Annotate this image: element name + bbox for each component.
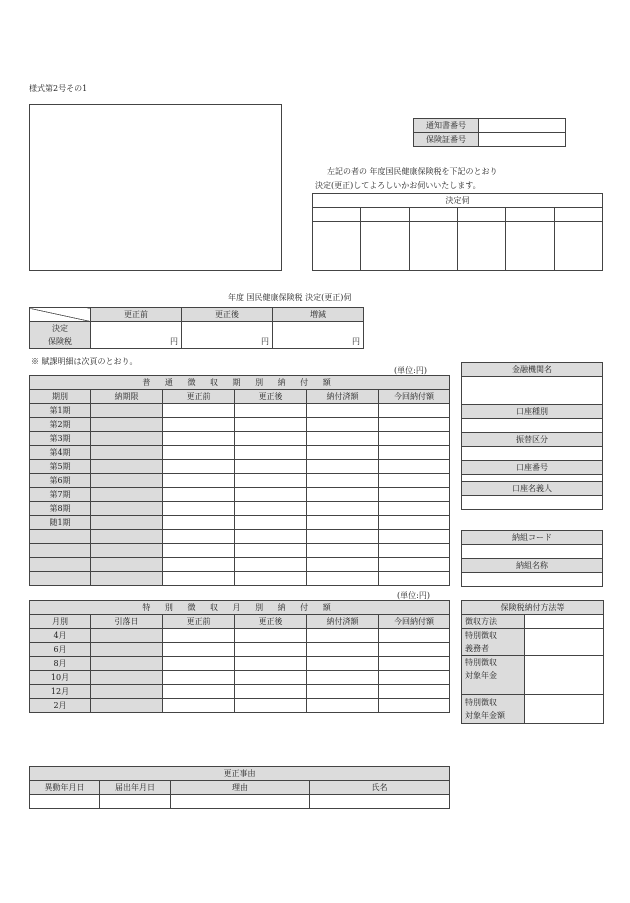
tax-heading: 年度 国民健康保険税 決定(更正)伺 — [228, 293, 352, 302]
unit-label: (単位:円) — [394, 366, 427, 375]
obligor-field[interactable] — [525, 629, 604, 656]
period-row-amount-cell[interactable] — [379, 558, 450, 572]
change-date-field[interactable] — [30, 795, 100, 809]
detail-note: ※ 賦課明細は次頁のとおり。 — [31, 357, 138, 366]
month-row-amount-cell[interactable] — [307, 699, 379, 713]
stamp-cell[interactable] — [361, 208, 409, 222]
transfer-label: 振替区分 — [462, 433, 603, 447]
month-row-date-cell[interactable] — [91, 685, 163, 699]
period-row-amount-cell[interactable] — [235, 488, 307, 502]
report-date-field[interactable] — [100, 795, 171, 809]
period-row — [30, 530, 450, 544]
account-type-field[interactable] — [462, 419, 603, 433]
correction-header: 届出年月日 — [100, 781, 171, 795]
insured-no-field[interactable] — [479, 133, 566, 147]
period-row-date-cell[interactable] — [91, 544, 163, 558]
month-row — [30, 685, 450, 699]
union-code-field[interactable] — [462, 545, 603, 559]
period-row — [30, 558, 450, 572]
union-name-label: 納組名称 — [462, 559, 603, 573]
address-box[interactable] — [29, 104, 282, 271]
collection-method-label: 徴収方法 — [462, 615, 525, 629]
period-row-amount-cell[interactable] — [163, 544, 235, 558]
period-row — [30, 418, 450, 432]
month-row-amount-cell[interactable] — [163, 629, 235, 643]
month-row-amount-cell[interactable] — [379, 685, 450, 699]
notice-number-table — [413, 118, 566, 147]
period-row-label: 第4期 — [30, 446, 91, 460]
union-code-label: 納組コード — [462, 531, 603, 545]
period-row — [30, 460, 450, 474]
stamp-cell[interactable] — [457, 222, 505, 271]
account-no-field[interactable] — [462, 475, 603, 482]
period-row-label: 第2期 — [30, 418, 91, 432]
stamp-cell[interactable] — [313, 208, 361, 222]
period-row-date-cell[interactable] — [91, 516, 163, 530]
normal-collection-table — [29, 375, 450, 586]
period-row — [30, 572, 450, 586]
special-collection-table — [29, 600, 450, 713]
stamp-cell[interactable] — [313, 222, 361, 271]
month-row — [30, 699, 450, 713]
period-row-amount-cell[interactable] — [379, 460, 450, 474]
pension-amount-field[interactable] — [525, 695, 604, 724]
month-row — [30, 629, 450, 643]
month-row-date-cell[interactable] — [91, 699, 163, 713]
period-row-label: 第7期 — [30, 488, 91, 502]
period-row-amount-cell[interactable] — [163, 502, 235, 516]
month-row-amount-cell[interactable] — [163, 657, 235, 671]
notice-no-field[interactable] — [479, 119, 566, 133]
month-row-amount-cell[interactable] — [163, 671, 235, 685]
diagonal-header — [30, 308, 91, 322]
summary-diff-value[interactable]: 円 — [273, 322, 364, 349]
month-row-amount-cell[interactable] — [379, 671, 450, 685]
period-row-amount-cell[interactable] — [379, 404, 450, 418]
period-row-amount-cell[interactable] — [379, 474, 450, 488]
payment-method-table — [461, 600, 604, 724]
period-row-amount-cell[interactable] — [379, 432, 450, 446]
month-row-label: 4月 — [30, 629, 91, 643]
period-row-amount-cell[interactable] — [163, 460, 235, 474]
summary-header: 更正前 — [91, 308, 182, 322]
transfer-field[interactable] — [462, 447, 603, 461]
normal-header: 納期限 — [91, 390, 163, 404]
period-row-date-cell[interactable] — [91, 558, 163, 572]
period-row-amount-cell[interactable] — [163, 530, 235, 544]
name-field[interactable] — [310, 795, 450, 809]
period-row-amount-cell[interactable] — [307, 488, 379, 502]
normal-title: 普 通 徴 収 期 別 納 付 額 — [30, 376, 450, 390]
period-row — [30, 488, 450, 502]
summary-header: 更正後 — [182, 308, 273, 322]
bank-name-label: 金融機関名 — [462, 363, 603, 377]
summary-header: 増減 — [273, 308, 364, 322]
period-row-date-cell[interactable] — [91, 474, 163, 488]
period-row-label — [30, 558, 91, 572]
special-header: 引落日 — [91, 615, 163, 629]
period-row-amount-cell[interactable] — [307, 502, 379, 516]
month-row — [30, 657, 450, 671]
reason-field[interactable] — [171, 795, 310, 809]
stamp-cell[interactable] — [361, 222, 409, 271]
month-row-label: 8月 — [30, 657, 91, 671]
special-header: 納付済額 — [307, 615, 379, 629]
period-row-amount-cell[interactable] — [307, 474, 379, 488]
period-row — [30, 404, 450, 418]
period-row-date-cell[interactable] — [91, 460, 163, 474]
union-name-field[interactable] — [462, 573, 603, 587]
period-row-amount-cell[interactable] — [163, 558, 235, 572]
month-row-amount-cell[interactable] — [235, 657, 307, 671]
special-header: 今回納付額 — [379, 615, 450, 629]
month-row-label: 2月 — [30, 699, 91, 713]
month-row-date-cell[interactable] — [91, 657, 163, 671]
period-row-amount-cell[interactable] — [163, 516, 235, 530]
period-row-amount-cell[interactable] — [307, 418, 379, 432]
account-holder-field[interactable] — [462, 496, 603, 510]
stamp-cell[interactable] — [554, 208, 602, 222]
period-row-amount-cell[interactable] — [235, 572, 307, 586]
period-row-label: 第3期 — [30, 432, 91, 446]
period-row-amount-cell[interactable] — [307, 432, 379, 446]
period-row-amount-cell[interactable] — [307, 558, 379, 572]
decision-stamp-table — [312, 193, 603, 271]
period-row-amount-cell[interactable] — [307, 530, 379, 544]
stamp-cell[interactable] — [409, 222, 457, 271]
insured-no-label: 保険証番号 — [414, 133, 479, 147]
period-row — [30, 432, 450, 446]
month-row-amount-cell[interactable] — [379, 629, 450, 643]
period-row-amount-cell[interactable] — [307, 572, 379, 586]
period-row-amount-cell[interactable] — [163, 418, 235, 432]
month-row-label: 6月 — [30, 643, 91, 657]
period-row-date-cell[interactable] — [91, 446, 163, 460]
account-holder-label: 口座名義人 — [462, 482, 603, 496]
period-row-amount-cell[interactable] — [163, 432, 235, 446]
month-row-amount-cell[interactable] — [307, 643, 379, 657]
month-row-amount-cell[interactable] — [235, 629, 307, 643]
period-row — [30, 446, 450, 460]
union-table — [461, 530, 603, 587]
period-row — [30, 474, 450, 488]
period-row-date-cell[interactable] — [91, 502, 163, 516]
period-row-date-cell[interactable] — [91, 418, 163, 432]
period-row-label: 第5期 — [30, 460, 91, 474]
month-row-amount-cell[interactable] — [307, 685, 379, 699]
period-row-amount-cell[interactable] — [379, 446, 450, 460]
unit-label-2: (単位:円) — [397, 591, 430, 600]
period-row-amount-cell[interactable] — [163, 474, 235, 488]
bank-table — [461, 362, 603, 510]
account-no-label: 口座番号 — [462, 461, 603, 475]
month-row-date-cell[interactable] — [91, 643, 163, 657]
stamp-cell[interactable] — [506, 208, 554, 222]
month-row-date-cell[interactable] — [91, 671, 163, 685]
period-row-amount-cell[interactable] — [235, 516, 307, 530]
period-row-label: 第1期 — [30, 404, 91, 418]
period-row-label — [30, 530, 91, 544]
period-row-label — [30, 572, 91, 586]
special-title: 特 別 徴 収 月 別 納 付 額 — [30, 601, 450, 615]
month-row-label: 12月 — [30, 685, 91, 699]
summary-row-label: 決定 保険税 — [30, 322, 91, 349]
month-row — [30, 671, 450, 685]
period-row — [30, 516, 450, 530]
period-row-amount-cell[interactable] — [379, 502, 450, 516]
period-row-amount-cell[interactable] — [235, 558, 307, 572]
month-row-amount-cell[interactable] — [235, 699, 307, 713]
month-row-amount-cell[interactable] — [307, 629, 379, 643]
correction-table — [29, 766, 450, 809]
month-row-date-cell[interactable] — [91, 629, 163, 643]
period-row-date-cell[interactable] — [91, 432, 163, 446]
period-row-label — [30, 544, 91, 558]
correction-header: 異動年月日 — [30, 781, 100, 795]
decision-title: 決定伺 — [313, 194, 603, 208]
period-row-amount-cell[interactable] — [235, 418, 307, 432]
month-row-amount-cell[interactable] — [379, 643, 450, 657]
period-row-amount-cell[interactable] — [235, 446, 307, 460]
period-row-amount-cell[interactable] — [235, 474, 307, 488]
summary-table — [29, 307, 364, 349]
correction-header: 理由 — [171, 781, 310, 795]
approval-text-line2: 決定(更正)してよろしいかお伺いいたします。 — [315, 181, 481, 190]
period-row-date-cell[interactable] — [91, 530, 163, 544]
period-row-amount-cell[interactable] — [307, 516, 379, 530]
approval-text-line1: 左記の者の 年度国民健康保険税を下記のとおり — [327, 167, 498, 176]
month-row-label: 10月 — [30, 671, 91, 685]
month-row-amount-cell[interactable] — [235, 643, 307, 657]
month-row — [30, 643, 450, 657]
period-row-amount-cell[interactable] — [379, 530, 450, 544]
period-row-amount-cell[interactable] — [163, 572, 235, 586]
summary-before-value[interactable]: 円 — [91, 322, 182, 349]
normal-header: 今回納付額 — [379, 390, 450, 404]
form-title: 様式第2号その1 — [29, 84, 88, 93]
month-row-amount-cell[interactable] — [235, 685, 307, 699]
period-row-amount-cell[interactable] — [235, 530, 307, 544]
period-row-amount-cell[interactable] — [379, 572, 450, 586]
stamp-cell[interactable] — [506, 222, 554, 271]
normal-header: 更正前 — [163, 390, 235, 404]
normal-header: 期別 — [30, 390, 91, 404]
collection-method-field[interactable] — [525, 615, 604, 629]
pension-label: 特別徴収 対象年金 — [462, 656, 525, 695]
stamp-cell[interactable] — [554, 222, 602, 271]
period-row-date-cell[interactable] — [91, 572, 163, 586]
period-row — [30, 544, 450, 558]
payment-method-title: 保険税納付方法等 — [462, 601, 604, 615]
period-row-amount-cell[interactable] — [307, 404, 379, 418]
period-row-amount-cell[interactable] — [307, 460, 379, 474]
period-row-amount-cell[interactable] — [163, 404, 235, 418]
normal-header: 納付済額 — [307, 390, 379, 404]
period-row-amount-cell[interactable] — [379, 544, 450, 558]
period-row-label: 第8期 — [30, 502, 91, 516]
month-row-amount-cell[interactable] — [307, 671, 379, 685]
month-row-amount-cell[interactable] — [163, 699, 235, 713]
period-row-amount-cell[interactable] — [379, 488, 450, 502]
special-header: 更正後 — [235, 615, 307, 629]
period-row-amount-cell[interactable] — [379, 418, 450, 432]
period-row-amount-cell[interactable] — [235, 404, 307, 418]
period-row-date-cell[interactable] — [91, 488, 163, 502]
month-row-amount-cell[interactable] — [235, 671, 307, 685]
pension-amount-label: 特別徴収 対象年金額 — [462, 695, 525, 724]
period-row-label: 随1期 — [30, 516, 91, 530]
summary-after-value[interactable]: 円 — [182, 322, 273, 349]
month-row-amount-cell[interactable] — [379, 657, 450, 671]
period-row-amount-cell[interactable] — [235, 544, 307, 558]
special-header: 更正前 — [163, 615, 235, 629]
normal-header: 更正後 — [235, 390, 307, 404]
obligor-label: 特別徴収 義務者 — [462, 629, 525, 656]
stamp-cell[interactable] — [409, 208, 457, 222]
period-row-amount-cell[interactable] — [235, 502, 307, 516]
month-row-amount-cell[interactable] — [163, 685, 235, 699]
month-row-amount-cell[interactable] — [307, 657, 379, 671]
correction-title: 更正事由 — [30, 767, 450, 781]
period-row — [30, 502, 450, 516]
period-row-amount-cell[interactable] — [235, 432, 307, 446]
period-row-amount-cell[interactable] — [307, 446, 379, 460]
period-row-label: 第6期 — [30, 474, 91, 488]
period-row-amount-cell[interactable] — [235, 460, 307, 474]
notice-no-label: 通知書番号 — [414, 119, 479, 133]
account-type-label: 口座種別 — [462, 405, 603, 419]
bank-name-field[interactable] — [462, 377, 603, 405]
month-row-amount-cell[interactable] — [379, 699, 450, 713]
period-row-amount-cell[interactable] — [379, 516, 450, 530]
stamp-cell[interactable] — [457, 208, 505, 222]
period-row-amount-cell[interactable] — [307, 544, 379, 558]
period-row-amount-cell[interactable] — [163, 488, 235, 502]
correction-header: 氏名 — [310, 781, 450, 795]
special-header: 月別 — [30, 615, 91, 629]
month-row-amount-cell[interactable] — [163, 643, 235, 657]
period-row-amount-cell[interactable] — [163, 446, 235, 460]
period-row-date-cell[interactable] — [91, 404, 163, 418]
pension-field[interactable] — [525, 656, 604, 695]
